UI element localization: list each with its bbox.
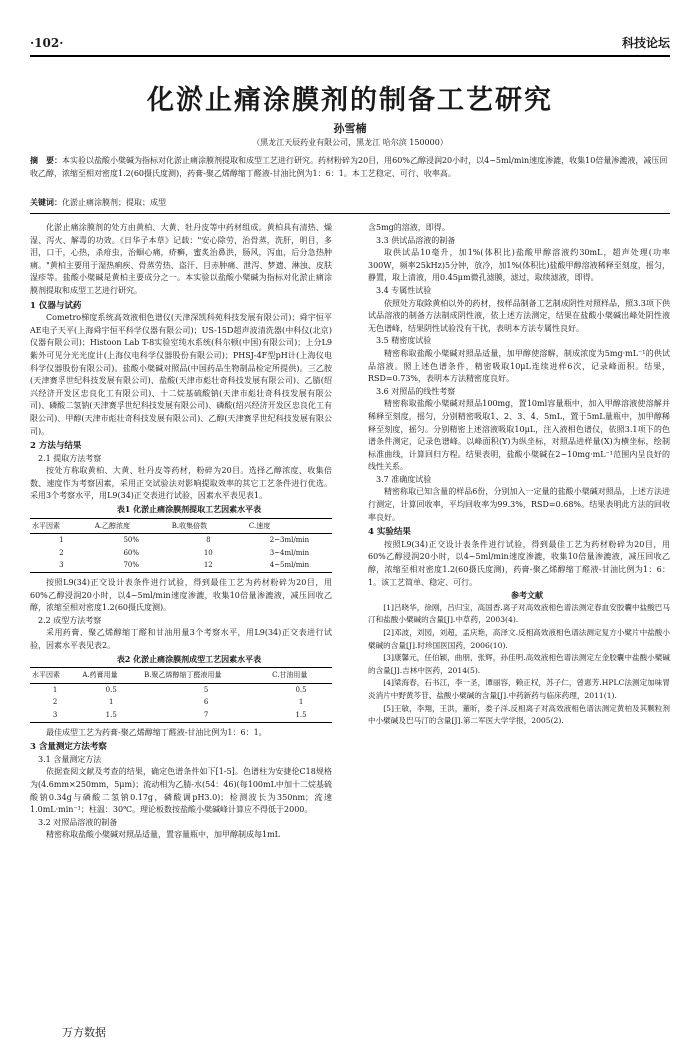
reference-item: [3]康馨元，任伯颖，曲朋，张辉，孙佳明.高效液相色谱法测定左金胶囊中盐酸小檗碱的含量[J].吉林中医药，2014(5). <box>368 653 670 675</box>
table-header: C.甘油用量 <box>270 668 332 684</box>
journal-section: 科技论坛 <box>621 36 670 50</box>
table-cell: 5 <box>203 685 209 694</box>
paper-title: 化淤止痛涂膜剂的制备工艺研究 <box>147 85 553 116</box>
table-cell: 1.5 <box>80 709 142 722</box>
paragraph: 化淤止痛涂膜剂的处方由黄柏、大黄、牡丹皮等中药材组成。黄柏具有清热、燥湿、泻火、解毒的功效。《日华子本草》记载："安心除劳，治骨蒸，洗肝，明目，多泪，口干，心热，杀疳虫，治蛔心痛，疥癣，蜜炙治鼻洪，肠风，泻血，后分急热肿痛。"黄柏主要用于湿热痢疾、骨蒸劳热、盗汗、目赤肿痛、泄泻、梦遗、淋浊、皮肤湿疹等。盐酸小檗碱是黄柏主要成分之一。本实验以盐酸小檗碱为指标对化淤止痛涂膜剂提取和成型工艺进行研究。 <box>30 223 332 295</box>
table-2 <box>30 667 332 722</box>
table-1-caption: 表1 化淤止痛涂膜剂提取工艺因素水平表 <box>116 504 262 515</box>
section-heading: 4 实验结果 <box>368 527 411 538</box>
reference-item: [5]王敏，李翔，王洪，董昕，娄子洋.反相离子对高效液相色谱法测定黄柏及其颗粒剂中小檗碱及巴马汀的含量[J].第二军医大学学报，2005(2). <box>368 703 670 726</box>
right-column <box>368 222 670 728</box>
section-heading: 3 含量测定方法考察 <box>30 742 107 753</box>
table-cell: 8 <box>206 536 211 545</box>
table-cell: 3 <box>30 709 80 722</box>
divider <box>30 213 670 214</box>
paragraph: 含5mg的溶液，即得。 <box>368 223 450 232</box>
references-title: 参考文献 <box>511 590 543 601</box>
table-cell: 1 <box>298 698 304 707</box>
subsection-heading: 3.4 专属性试验 <box>376 285 432 295</box>
table-header: C.速度 <box>247 518 332 534</box>
table-cell: 12 <box>170 559 247 572</box>
paragraph: 按照L9(34)正交设计表条件进行试验，得到最佳工艺为药材粉碎为20目，用60%乙醇浸润20小时，以4~5ml/min速度渗漉，收集10倍量渗漉液，减压回收乙醇，浓缩至相对密度1.2(60摄氏度测)，药膏-聚乙烯醇缩丁醛液-甘油比例为1：6：1。该工艺简单、稳定、可行。 <box>368 539 670 587</box>
paragraph: 按处方称取黄柏、大黄、牡丹皮等药材，粉碎为20目。选择乙醇浓度、收集倍数、速度作为考察因素，采用正交试验法对影响提取效率的其它工艺条件进行优选。采用3个考察水平，用L9(34)正交表进行试验，因素水平表见表1。 <box>30 466 332 501</box>
table-cell: 60% <box>123 548 139 557</box>
table-cell: 6 <box>203 698 209 707</box>
table-1 <box>30 518 332 573</box>
subsection-heading: 3.5 精密度试验 <box>376 336 432 346</box>
table-header: A.乙醇浓度 <box>93 518 170 534</box>
keywords-text: 化淤止痛涂膜剂；提取；成型 <box>62 198 166 207</box>
abstract <box>30 154 670 180</box>
table-cell: 1 <box>108 698 114 707</box>
subsection-heading: 3.3 供试品溶液的制备 <box>376 235 456 245</box>
paragraph: 精密称取盐酸小檗碱对照品适量，置容量瓶中，加甲醇制成每1mL <box>46 830 280 840</box>
paragraph: 依照处方取除黄柏以外的药材，按样品制备工艺制成阴性对照样品，照3.3项下供试品溶液的制备方法制成阴性液，依上述方法测定，结果在盐酸小檗碱出峰处阴性液无色谱峰，结果阴性试验没有干扰，表明本方法专属性良好。 <box>368 298 670 333</box>
affiliation: （黑龙江天辰药业有限公司，黑龙江 哈尔滨 150000） <box>252 138 448 147</box>
table-cell: 7 <box>142 709 270 722</box>
table-cell: 2 <box>52 698 58 707</box>
table-cell: 0.5 <box>105 685 117 694</box>
table-cell: 2~3ml/min <box>269 536 310 545</box>
paragraph: 精密称取盐酸小檗碱对照品100mg，置10ml容量瓶中，加入甲醇溶液使溶解并稀释至刻度，摇匀，分别精密吸取1、2、3、4、5mL，置于5mL量瓶中，加甲醇稀释至刻度，摇匀。分别精密上述溶液吸取10μL，注入液相色谱仪，依照3.1项下的色谱条件测定，记录色谱峰。以峰面积(Y)为纵坐标，对照品进样量(X)为横坐标，绘制标准曲线，计算回归方程。结果表明，盐酸小檗碱在2~10mg·mL⁻¹范围内呈良好的线性关系。 <box>368 399 670 472</box>
table-row <box>30 709 332 722</box>
paragraph: 精密称取盐酸小檗碱对照品适量，加甲醇使溶解，制成浓度为5mg·mL⁻¹的供试品溶液。照上述色谱条件，精密吸取10μL连续进样6次，记录峰面积。结果，RSD=0.73%，表明本方法精密度良好。 <box>368 348 670 384</box>
table-row <box>30 696 332 709</box>
reference-item: [1]吕晓华，徐刚，吕归宝，高国香.离子对高效液相色谱法测定春血安胶囊中盐酸巴马汀和盐酸小檗碱的含量[J].中草药，2003(4). <box>368 602 670 625</box>
abstract-label: 摘 要： <box>30 155 62 165</box>
paragraph: 精密称取已知含量的样品6份，分别加入一定量的盐酸小檗碱对照品，上述方法进行测定，计算回收率，平均回收率为99.3%，RSD=0.68%。结果表明此方法的回收率良好。 <box>368 487 670 522</box>
table-cell: 10 <box>203 548 213 557</box>
page-number: ·102· <box>30 36 64 50</box>
keywords-label: 关键词： <box>30 197 62 207</box>
table-cell: 4~5ml/min <box>247 559 332 572</box>
table-cell: 1 <box>59 536 64 545</box>
paragraph: 依据查阅文献及考查的结果，确定色谱条件如下[1-5]。色谱柱为安捷伦C18规格为(4.6mm×250mm，5μm)；流动相为乙腈-水(54：46)(每100mL中加十二烷基硫酸钠0.34g与磷酸二氢钠0.17g，磷酸调pH3.0)；检测波长为350nm；流速1.0mL·min⁻¹；柱温：30℃。理论板数按盐酸小檗碱峰计算应不得低于2000。 <box>30 767 332 815</box>
table-cell: 0.5 <box>295 685 307 694</box>
table-cell: 70% <box>93 559 170 572</box>
table-row <box>30 547 332 560</box>
subsection-heading: 2.2 成型方法考察 <box>38 615 102 625</box>
paragraph: 最佳成型工艺为药膏-聚乙烯醇缩丁醛液-甘油比例为1：6：1。 <box>46 727 267 737</box>
keywords <box>30 197 670 208</box>
abstract-text: 本实验以盐酸小檗碱为指标对化淤止痛涂膜剂提取和成型工艺进行研究。药材粉碎为20目，用60%乙醇浸润20小时，以4~5ml/min速度渗漉，收集10倍量渗漉液，减压回收乙醇，浓缩至相对密度1.2(60摄氏度测)，药膏-聚乙烯醇缩丁醛液-甘油比例为1：6：1。本工艺稳定、可行、收率高。 <box>30 156 668 178</box>
left-column <box>30 222 332 842</box>
author: 孙雪楠 <box>333 122 367 135</box>
paragraph: Cometro梯度系统高效液相色谱仪(天津深凯科苑科技发展有限公司)；舜宇恒平AE电子天平(上海舜宇恒平科学仪器有限公司)；US-15D超声波清洗器(中科仪(北京)仪器有限公司)；Histoon Lab T-8实验室纯水系统(科尔顿(中国)有限公司)；上分L9紫外可见分光光度计(上海仪电科学仪器股份有限公司)；PHSJ-4F型pH计(上海仪电科学仪器股份有限公司)。盐酸小檗碱对照品(中国药品生物制品检定所提供)。三乙胺(天津赛孚世纪科技发展有限公司)、盐酸(天津市彪壮奇科技发展有限公司)、乙腈(绍兴经济开发区忠良化工有限公司)、十二烷基硫酸钠(天津市彪壮奇科技发展有限公司)、磷酸二氢钠(天津赛孚世纪科技发展有限公司)、磷酸(绍兴经济开发区忠良化工有限公司)、甲醇(天津市彪壮奇科技发展有限公司)、乙醇(天津赛孚世纪科技发展有限公司)。 <box>30 313 332 436</box>
table-header: 水平因素 <box>30 518 93 534</box>
subsection-heading: 3.6 对照品的线性考察 <box>376 386 456 396</box>
paragraph: 按照L9(34)正交设计表条件进行试验，得到最佳工艺为药材粉碎为20目，用60%乙醇浸润20小时，以4~5ml/min速度渗漉，收集10倍量渗漉液，减压回收乙醇，浓缩至相对密度1.2(60摄氏度测)。 <box>30 578 332 613</box>
paragraph: 取供试品10毫升，加1%(体积比)盐酸甲醇溶液约30mL，超声处理(功率300W，频率25kHz)5分钟，放冷，加1%(体积比)盐酸甲醇溶液稀释至刻度，摇匀，静置，取上清液，用0.45μm微孔滤膜，滤过，取续滤液，即得。 <box>368 248 670 283</box>
subsection-heading: 3.1 含量测定方法 <box>38 754 102 764</box>
table-row <box>30 559 332 572</box>
table-cell: 3 <box>30 559 93 572</box>
table-header: B.聚乙烯醇缩丁醛液用量 <box>142 668 270 684</box>
table-cell: 50% <box>123 536 139 545</box>
paragraph: 采用药膏、聚乙烯醇缩丁醛和甘油用量3个考察水平，用L9(34)正交表进行试验，因素水平表见表2。 <box>30 628 332 650</box>
table-header: 水平因素 <box>30 668 80 684</box>
table-cell: 2 <box>59 548 64 557</box>
footer-watermark: 万方数据 <box>62 1026 106 1039</box>
table-cell: 1 <box>52 685 58 694</box>
section-heading: 2 方法与结果 <box>30 441 82 452</box>
reference-item: [2]邓波，刘园，刘超，孟庆艳，高泽文.反相高效液相色谱法测定复方小檗片中盐酸小檗碱的含量[J].时珍国医国药，2006(10). <box>368 628 670 650</box>
table-row <box>30 683 332 696</box>
reference-item: [4]梁海春，石书江，李一圣，谭丽容，赖正权，苏子仁，曾惠芳.HPLC法测定加味胃炎消片中野黄芩苷、盐酸小檗碱的含量[J].中药新药与临床药理，2011(1). <box>368 678 670 700</box>
table-2-caption: 表2 化淤止痛涂膜剂成型工艺因素水平表 <box>116 653 262 664</box>
table-header: A.药膏用量 <box>80 668 142 684</box>
table-cell: 1.5 <box>270 709 332 722</box>
header-rule <box>30 55 670 57</box>
table-row <box>30 534 332 547</box>
subsection-heading: 2.1 提取方法考察 <box>38 453 102 463</box>
section-heading: 1 仪器与试药 <box>30 300 82 311</box>
subsection-heading: 3.2 对照品溶液的制备 <box>38 817 118 827</box>
table-header: B.收集倍数 <box>170 518 247 534</box>
table-cell: 3~4ml/min <box>269 548 310 557</box>
subsection-heading: 3.7 准确度试验 <box>376 474 432 484</box>
